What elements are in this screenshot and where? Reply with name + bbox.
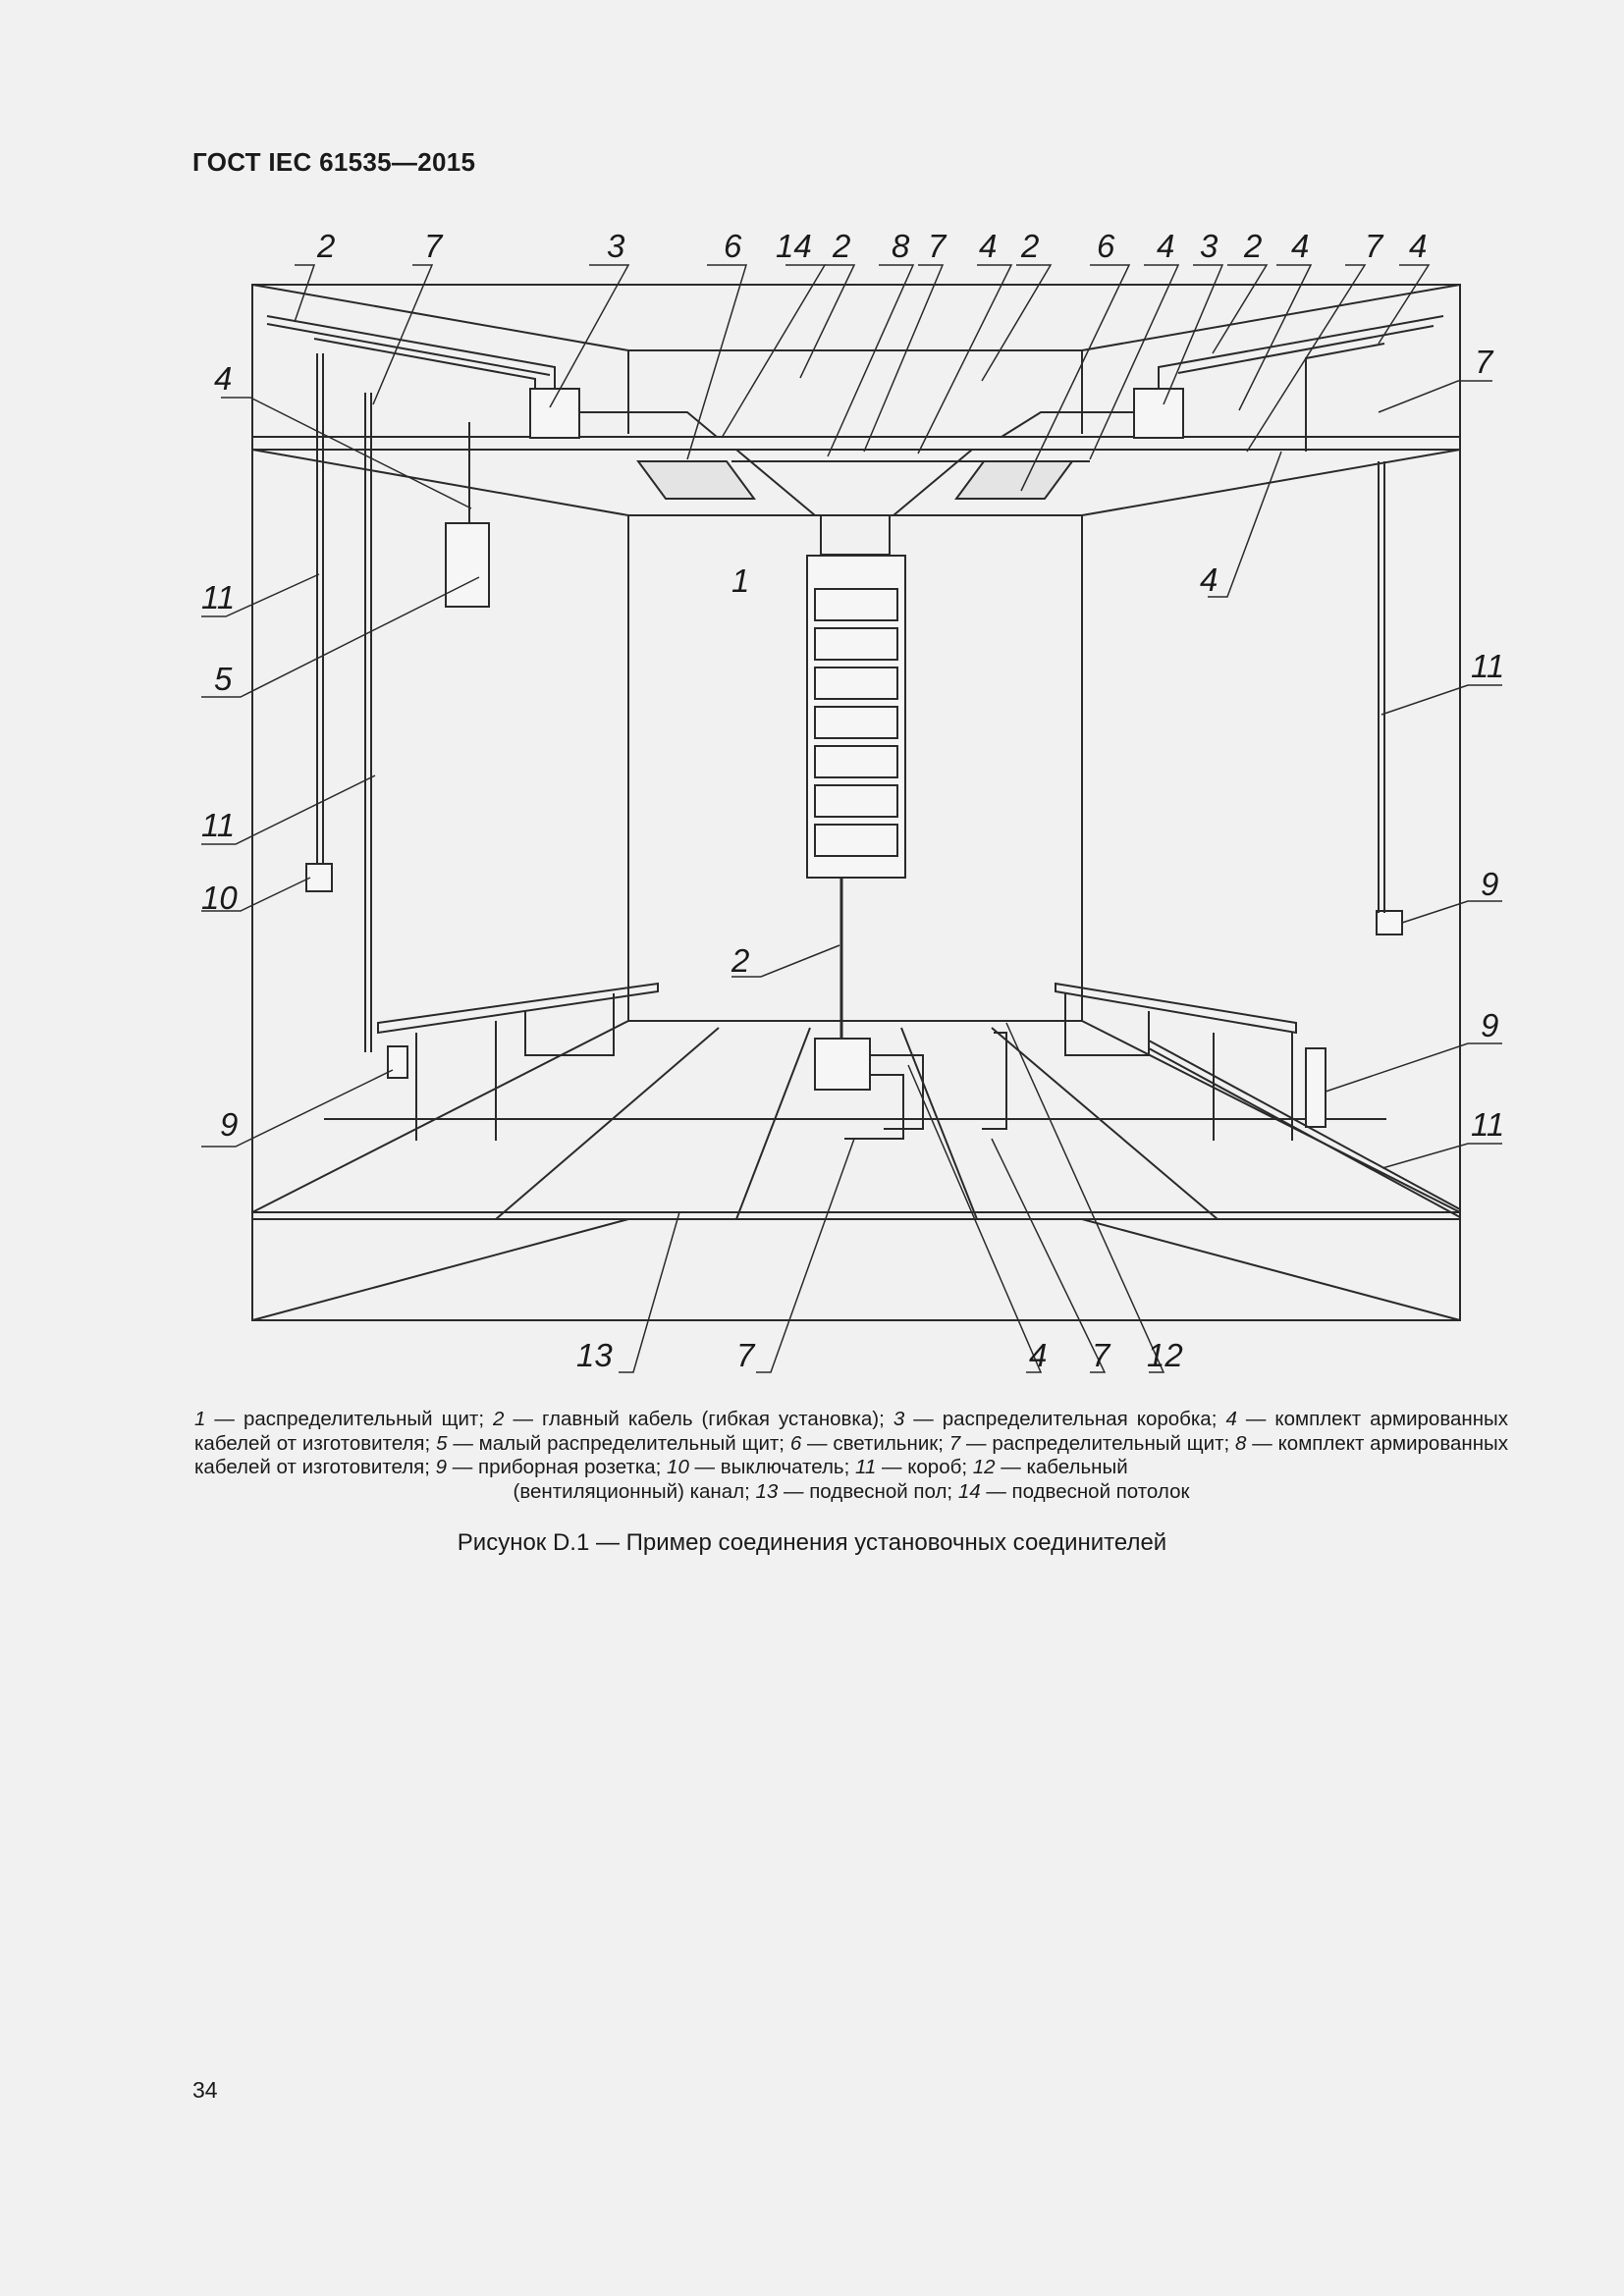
callout-10: 10 (201, 880, 238, 916)
callout-7: 7 (1365, 228, 1383, 264)
figure-caption: Рисунок D.1 — Пример соединения установочных соединителей (457, 1529, 1167, 1556)
socket-right-wall (1377, 911, 1402, 934)
luminaire-left (638, 461, 754, 499)
callout-4: 4 (979, 228, 998, 264)
small-board (446, 523, 489, 607)
callout-2: 2 (1021, 228, 1040, 264)
callout-11: 11 (201, 579, 236, 615)
callout-11: 11 (201, 807, 236, 843)
callout-11: 11 (1471, 1106, 1505, 1143)
callout-8: 8 (892, 228, 910, 264)
callout-13: 13 (576, 1337, 613, 1373)
callout-1: 1 (731, 562, 750, 599)
callout-7: 7 (1092, 1337, 1110, 1373)
socket-right-desk (1306, 1048, 1326, 1127)
callout-11: 11 (1471, 648, 1505, 684)
callout-7: 7 (928, 228, 947, 264)
callout-2: 2 (833, 228, 851, 264)
document-header: ГОСТ IEC 61535—2015 (192, 147, 476, 177)
callout-2: 2 (1244, 228, 1263, 264)
callout-2: 2 (731, 942, 750, 979)
callout-7: 7 (424, 228, 443, 264)
callout-4: 4 (1291, 228, 1310, 264)
callout-4: 4 (1409, 228, 1428, 264)
callout-9: 9 (1481, 1007, 1499, 1043)
callout-7: 7 (1475, 344, 1493, 380)
callout-2: 2 (317, 228, 336, 264)
callout-6: 6 (724, 228, 742, 264)
callout-12: 12 (1147, 1337, 1183, 1373)
callout-5: 5 (214, 661, 233, 697)
callout-4: 4 (214, 360, 233, 397)
callout-4: 4 (1029, 1337, 1048, 1373)
callout-6: 6 (1097, 228, 1115, 264)
socket-left-desk (388, 1046, 407, 1078)
callout-9: 9 (220, 1106, 239, 1143)
junction-box-left (530, 389, 579, 438)
callout-3: 3 (1200, 228, 1218, 264)
junction-box-right (1134, 389, 1183, 438)
distribution-board (807, 556, 905, 878)
callout-14: 14 (776, 228, 812, 264)
luminaire-right (956, 461, 1072, 499)
callout-4: 4 (1157, 228, 1175, 264)
floor-box (815, 1039, 870, 1090)
page-number: 34 (192, 2077, 218, 2103)
callout-3: 3 (607, 228, 625, 264)
callout-7: 7 (736, 1337, 755, 1373)
callout-9: 9 (1481, 866, 1499, 902)
callout-4: 4 (1200, 561, 1218, 598)
figure-legend: 1 — распределительный щит; 2 — главный кабель (гибкая установка); 3 — распределительная коробка; 4 — комплект армированных кабелей от изготовителя; 5 — малый распределительный щит; 6 — светильник; 7 — распределительный щит; 8 — комплект армированных кабелей от изготовителя; 9 — приборная розетка; 10 — выключатель; 11 — короб; 12 — кабельный (вентиляционный) канал; 13 — подвесной пол; 14 — подвесной потолок (194, 1408, 1509, 1503)
